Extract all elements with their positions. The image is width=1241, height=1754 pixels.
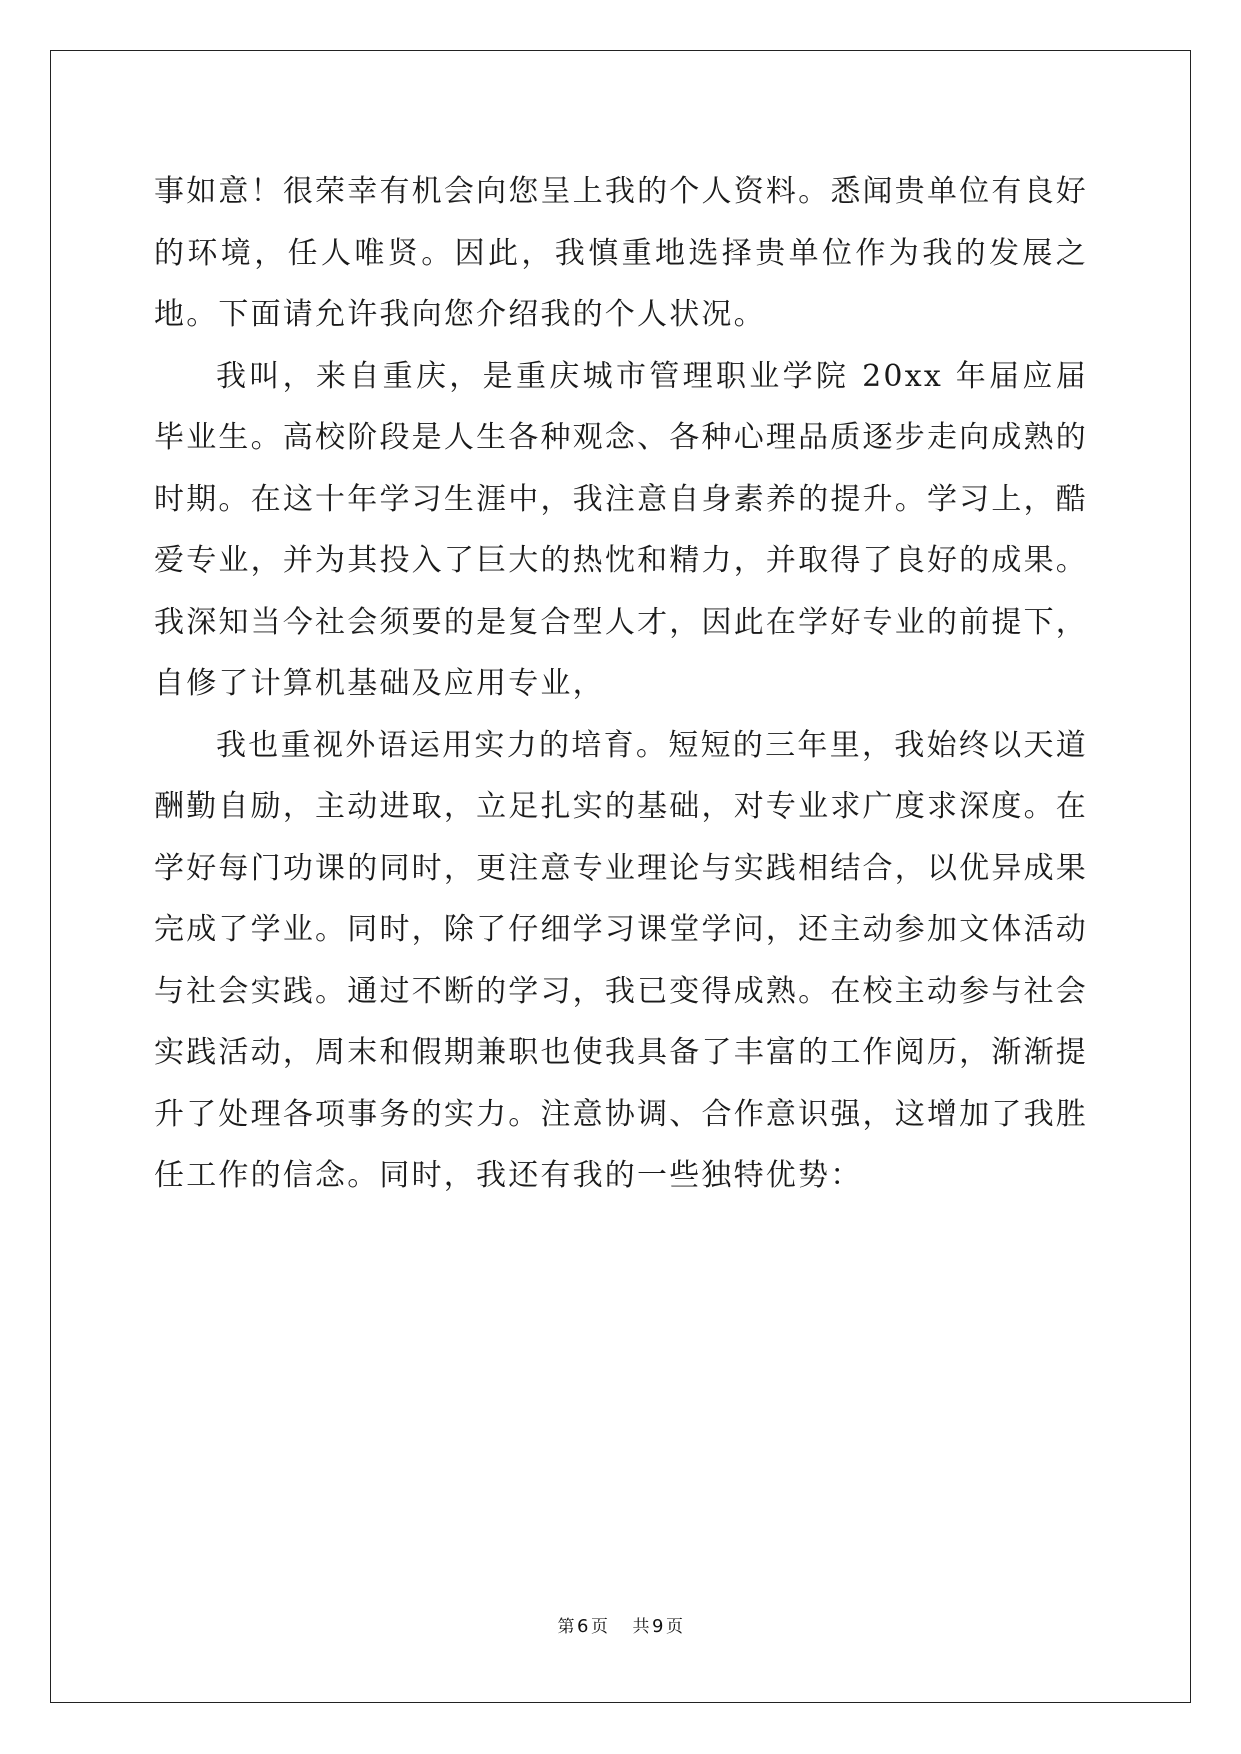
total-prefix: 共 xyxy=(632,1617,650,1637)
page-footer xyxy=(0,1612,1241,1637)
total-pages: 9 xyxy=(652,1616,664,1637)
document-body xyxy=(154,161,1088,1207)
page-number: 6 xyxy=(577,1616,589,1637)
paragraph-skills-and-practice: 我也重视外语运用实力的培育。短短的三年里，我始终以天道酬勤自励，主动进取，立足扎实的基础，对专业求广度求深度。在学好每门功课的同时，更注意专业理论与实践相结合，以优异成果完成了学业。同时，除了仔细学习课堂学问，还主动参加文体活动与社会实践。通过不断的学习，我已变得成熟。在校主动参与社会实践活动，周末和假期兼职也使我具备了丰富的工作阅历，渐渐提升了处理各项事务的实力。注意协调、合作意识强，这增加了我胜任工作的信念。同时，我还有我的一些独特优势： xyxy=(154,727,1088,1193)
paragraph-greeting-continuation: 事如意！很荣幸有机会向您呈上我的个人资料。悉闻贵单位有良好的环境，任人唯贤。因此，我慎重地选择贵单位作为我的发展之地。下面请允许我向您介绍我的个人状况。 xyxy=(154,174,1088,332)
page-prefix: 第 xyxy=(557,1617,576,1637)
total-suffix: 页 xyxy=(665,1617,684,1637)
page-suffix: 页 xyxy=(591,1617,609,1637)
paragraph-self-introduction: 我叫，来自重庆，是重庆城市管理职业学院 20xx 年届应届毕业生。高校阶段是人生各种观念、各种心理品质逐步走向成熟的时期。在这十年学习生涯中，我注意自身素养的提升。学习上，酷爱专业，并为其投入了巨大的热忱和精力，并取得了良好的成果。我深知当今社会须要的是复合型人才，因此在学好专业的前提下，自修了计算机基础及应用专业， xyxy=(154,358,1088,701)
